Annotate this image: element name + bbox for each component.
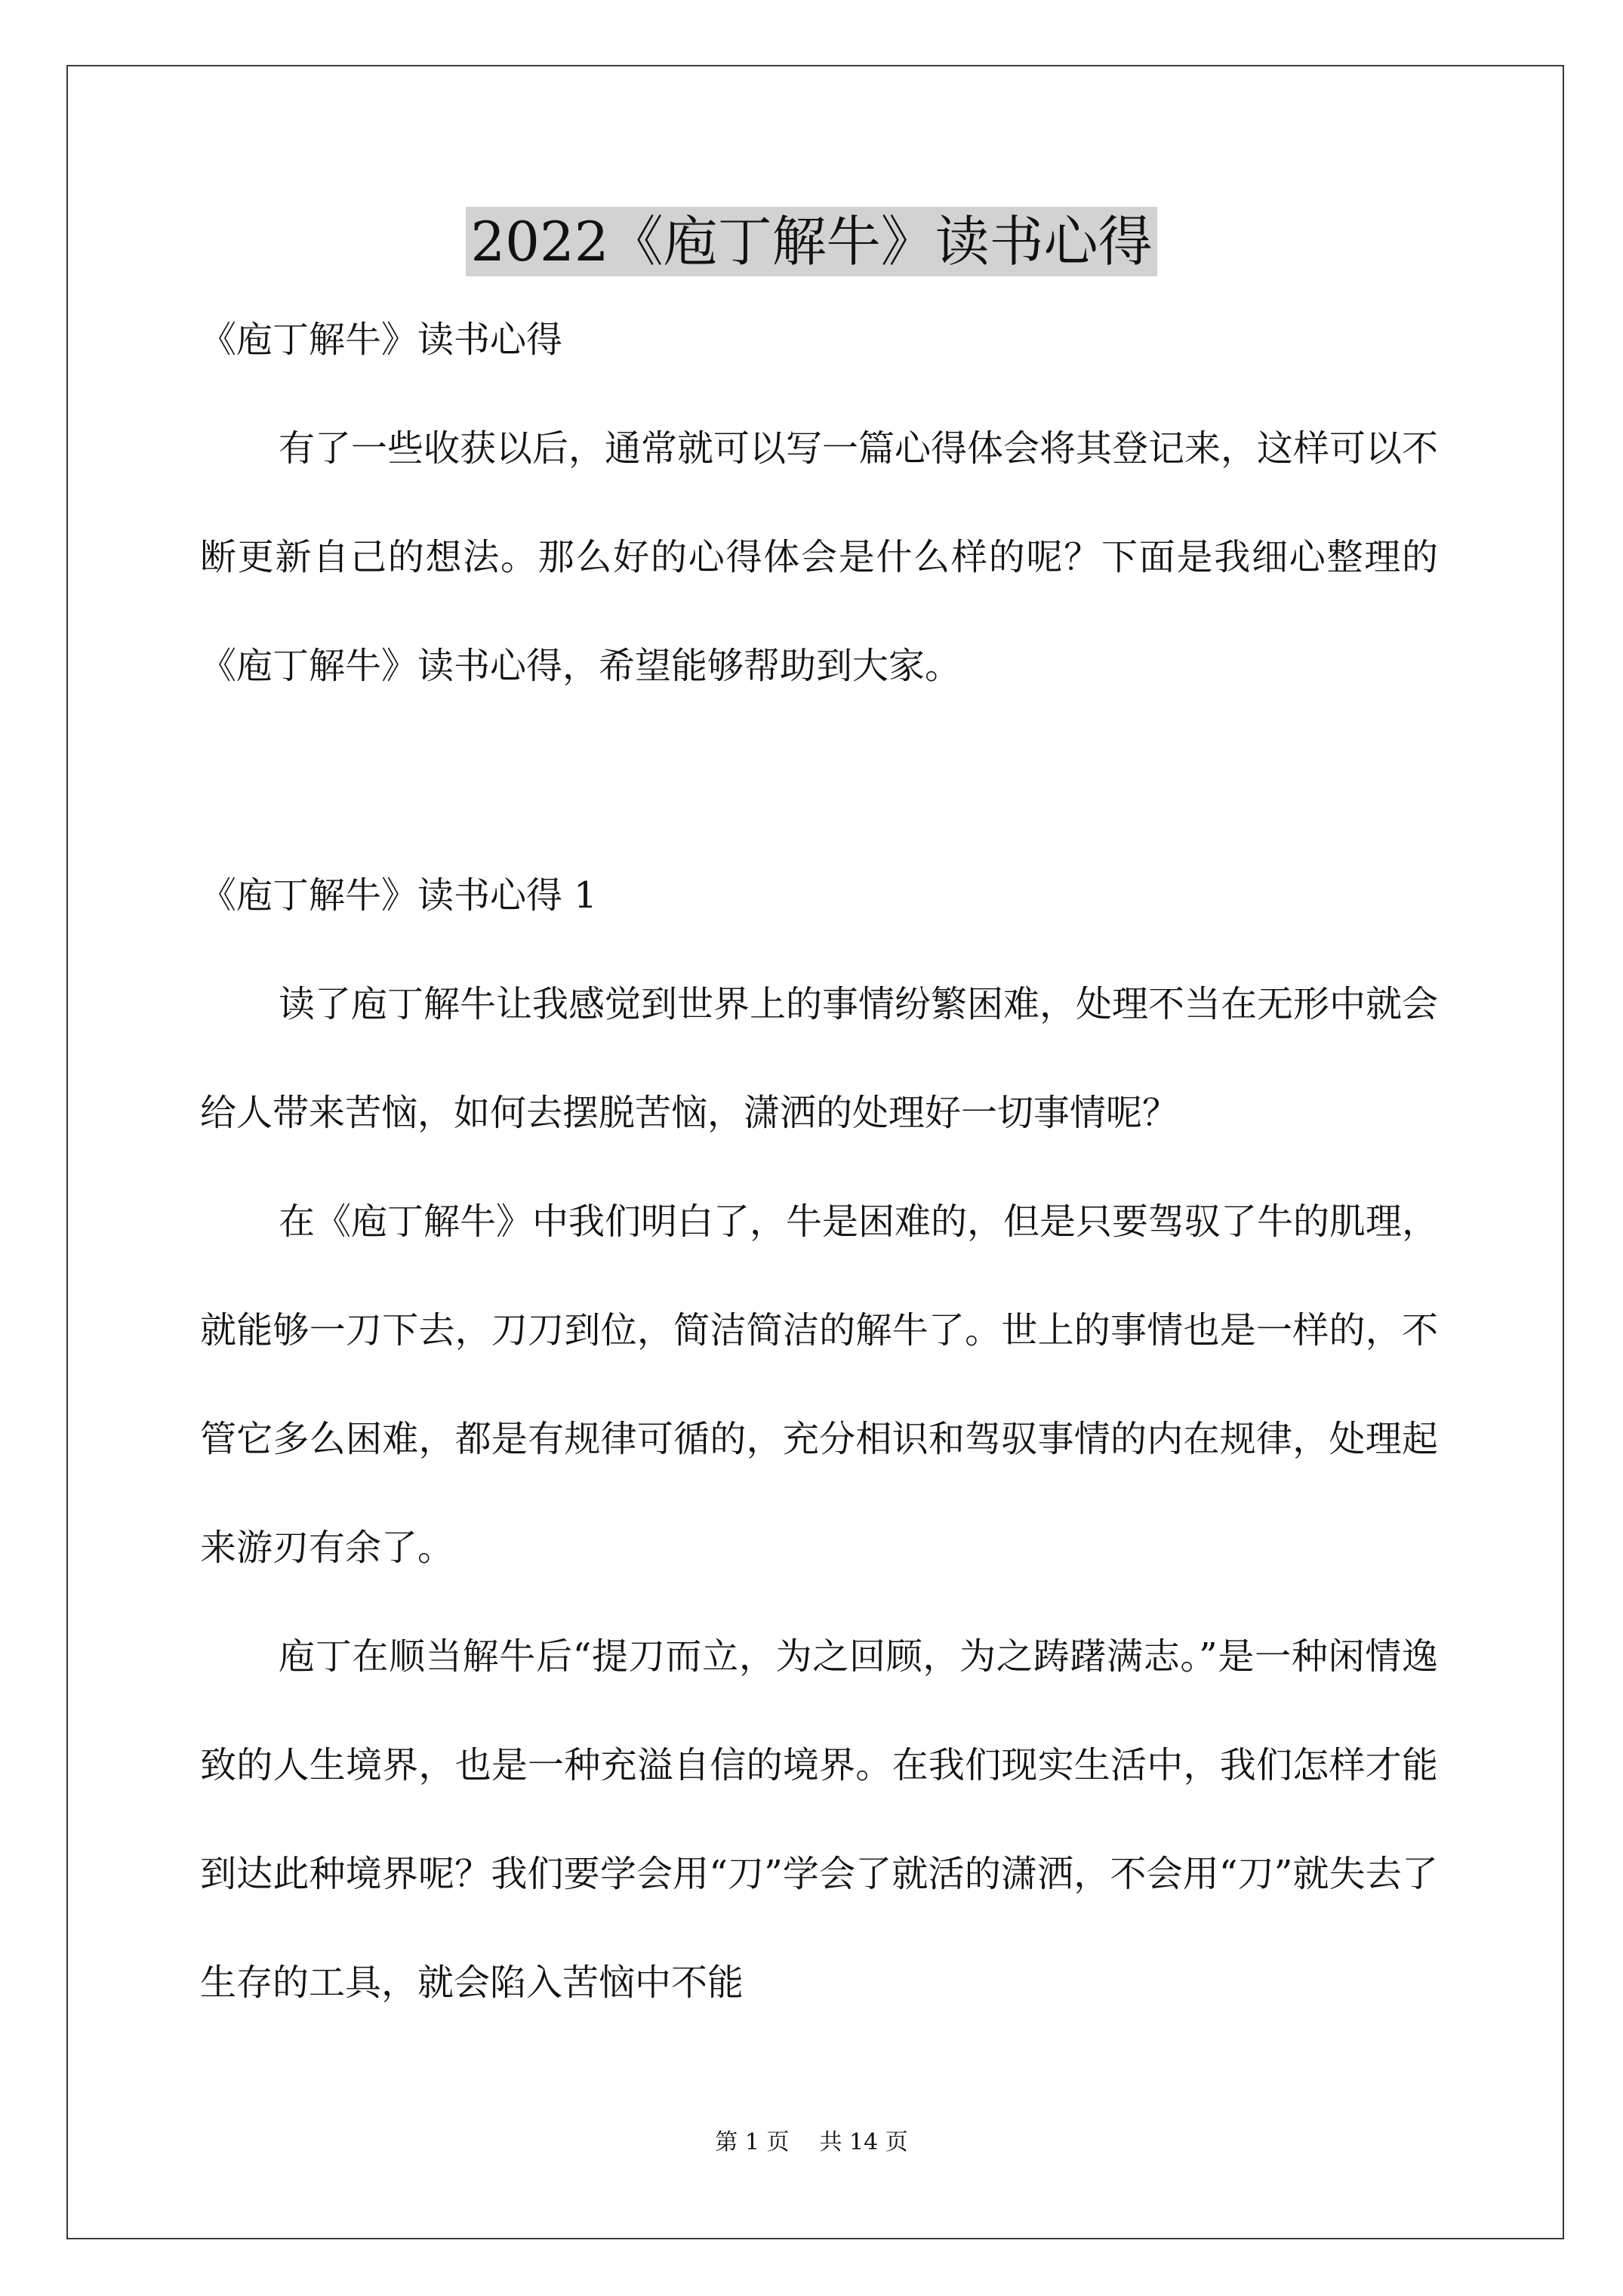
body-paragraph: 庖丁在顺当解牛后“提刀而立，为之回顾，为之踌躇满志。”是一种闲情逸致的人生境界，也是一种充溢自信的境界。在我们现实生活中，我们怎样才能到达此种境界呢？我们要学会用“刀”学会了就活的潇洒，不会用“刀”就失去了生存的工具，就会陷入苦恼中不能 xyxy=(200,1635,1438,2004)
document-body xyxy=(200,308,1438,2037)
section-heading: 《庖丁解牛》读书心得 xyxy=(200,319,563,361)
body-paragraph: 读了庖丁解牛让我感觉到世界上的事情纷繁困难，处理不当在无形中就会给人带来苦恼，如何去摆脱苦恼，潇洒的处理好一切事情呢？ xyxy=(200,983,1439,1134)
page-number: 第 1 页 xyxy=(715,2129,790,2156)
page-footer xyxy=(0,2128,1623,2158)
essay-heading: 《庖丁解牛》读书心得 1 xyxy=(200,874,597,917)
document-title xyxy=(0,204,1623,279)
body-paragraph: 在《庖丁解牛》中我们明白了，牛是困难的，但是只要驾驭了牛的肌理，就能够一刀下去，刀刀到位，简洁简洁的解牛了。世上的事情也是一样的，不管它多么困难，都是有规律可循的，充分相识和驾驭事情的内在规律，处理起来游刃有余了。 xyxy=(200,1200,1439,1569)
intro-paragraph: 有了一些收获以后，通常就可以写一篇心得体会将其登记来，这样可以不断更新自己的想法。那么好的心得体会是什么样的呢？下面是我细心整理的《庖丁解牛》读书心得，希望能够帮助到大家。 xyxy=(200,427,1439,687)
page-count: 共 14 页 xyxy=(819,2129,908,2156)
document-title-text: 2022《庖丁解牛》读书心得 xyxy=(466,207,1156,276)
